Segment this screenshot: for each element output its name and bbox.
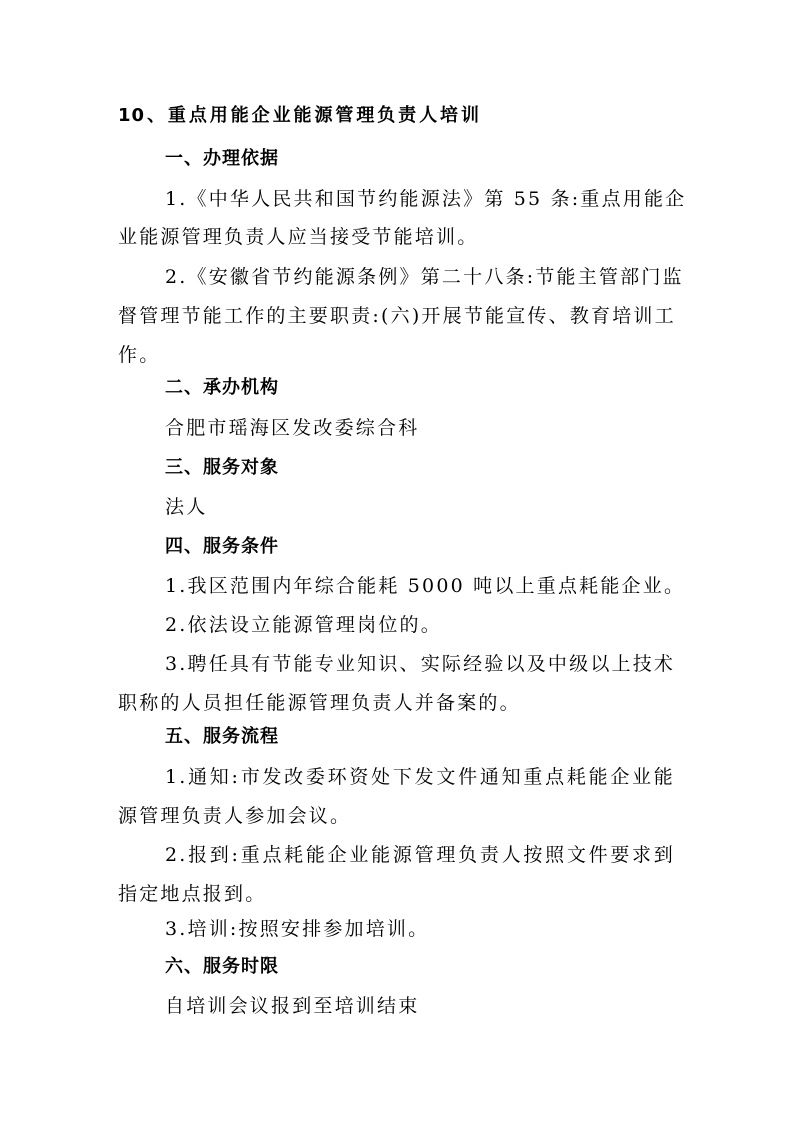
section-heading-process: 五、服务流程 <box>165 726 279 747</box>
basis-item-1-line-1: 1.《中华人民共和国节约能源法》第 55 条:重点用能企 <box>165 188 687 210</box>
section-heading-conditions: 四、服务条件 <box>165 536 279 557</box>
process-item-1-line-2: 源管理负责人参加会议。 <box>118 805 352 827</box>
document-title: 10、重点用能企业能源管理负责人培训 <box>118 105 480 126</box>
basis-item-2-line-1: 2.《安徽省节约能源条例》第二十八条:节能主管部门监 <box>165 266 684 288</box>
basis-item-1-line-2: 业能源管理负责人应当接受节能培训。 <box>118 226 479 248</box>
section-heading-target: 三、服务对象 <box>165 457 279 478</box>
process-item-3: 3.培训:按照安排参加培训。 <box>165 918 430 940</box>
conditions-item-3-line-1: 3.聘任具有节能专业知识、实际经验以及中级以上技术 <box>165 653 676 675</box>
agency-text: 合肥市瑶海区发改委综合科 <box>165 417 420 439</box>
basis-item-2-line-2: 督管理节能工作的主要职责:(六)开展节能宣传、教育培训工 <box>118 305 676 327</box>
target-text: 法人 <box>165 496 208 518</box>
process-item-2-line-1: 2.报到:重点耗能企业能源管理负责人按照文件要求到 <box>165 844 675 866</box>
process-item-2-line-2: 指定地点报到。 <box>118 883 267 905</box>
conditions-item-2: 2.依法设立能源管理岗位的。 <box>165 614 442 636</box>
basis-item-2-line-3: 作。 <box>118 344 161 366</box>
conditions-item-3-line-2: 职称的人员担任能源管理负责人并备案的。 <box>118 692 521 714</box>
section-heading-basis: 一、办理依据 <box>165 148 279 169</box>
conditions-item-1: 1.我区范围内年综合能耗 5000 吨以上重点耗能企业。 <box>165 575 686 597</box>
process-item-1-line-1: 1.通知:市发改委环资处下发文件通知重点耗能企业能 <box>165 766 675 788</box>
section-heading-agency: 二、承办机构 <box>165 377 279 398</box>
time-limit-text: 自培训会议报到至培训结束 <box>165 995 420 1017</box>
section-heading-time-limit: 六、服务时限 <box>165 956 279 977</box>
